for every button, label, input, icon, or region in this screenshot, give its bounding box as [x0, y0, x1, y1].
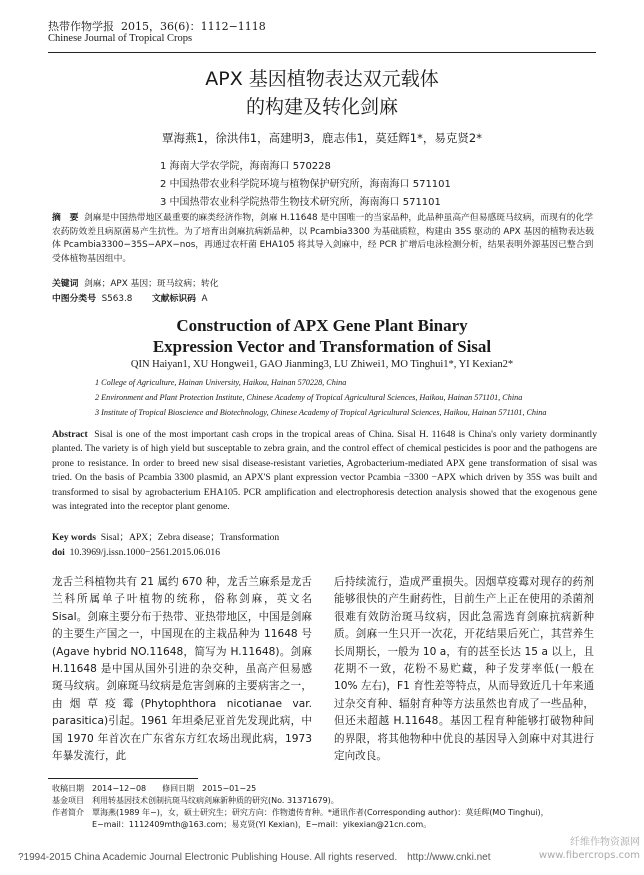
title-cn-line2: 的构建及转化剑麻	[245, 96, 398, 118]
abstract-en-label: Abstract	[52, 429, 88, 440]
keywords-en: Sisal；APX；Zebra disease；Transformation	[100, 532, 280, 543]
affiliation-en-1: 1 College of Agriculture, Hainan University, Haikou, Hainan 570228, China	[95, 378, 347, 387]
keywords-en-row	[52, 531, 597, 545]
doi-value: 10.3969/j.issn.1000−2561.2015.06.016	[69, 547, 220, 558]
doi-label: doi	[52, 547, 65, 558]
keywords-cn-label: 关键词	[52, 279, 79, 289]
abstract-en	[52, 428, 597, 514]
clc-value: S563.8	[101, 294, 133, 304]
keywords-cn-row	[52, 278, 597, 292]
keywords-cn: 剑麻；APX 基因；斑马纹病；转化	[84, 279, 219, 289]
copyright-notice: ?1994-2015 China Academic Journal Electronic Publishing House. All rights reserved. http://www.cnki.net	[18, 852, 491, 863]
affiliation-en-2: 2 Environment and Plant Protection Institute, Chinese Academy of Tropical Agricultural Sciences, Haikou, Hainan 571101, China	[95, 393, 523, 402]
title-en-line2: Expression Vector and Transformation of Sisal	[152, 337, 492, 356]
clc-label: 中图分类号	[52, 294, 96, 304]
keywords-en-label: Key words	[52, 532, 96, 543]
authors-en: QIN Haiyan1, XU Hongwei1, GAO Jianming3, LU Zhiwei1, MO Tinghui1*, YI Kexian2*	[130, 359, 514, 370]
footnote-received: 收稿日期 2014−12−08 修回日期 2015−01−25	[52, 784, 257, 793]
affiliation-en-3: 3 Institute of Tropical Bioscience and Biotechnology, Chinese Academy of Tropical Agricultural Sciences, Haikou, Hainan 571101, China	[95, 408, 547, 417]
title-cn-line1: APX 基因植物表达双元载体	[205, 68, 439, 90]
body-column-left: 龙舌兰科植物共有 21 属约 670 种，龙舌兰麻系是龙舌兰科所属单子叶植物的统称，俗称剑麻，英文名 Sisal。剑麻主要分布于热带、亚热带地区，中国是剑麻的主要生产国之一，中国现在的主栽品种为 11648 号(Agave hybrid NO.11648，简写为 H.11648)。剑麻 H.11648 是中国从国外引进的杂交种，虽高产但易感斑马纹病。剑麻斑马纹病是危害剑麻的主要病害之一，由烟草疫霉(Phytophthora nicotianae var. parasitica)引起。1961 年坦桑尼亚首先发现此病，中国 1970 年首次在广东省东方红农场出现此病，1973 年暴发流行，此	[52, 576, 312, 763]
doc-code-value: A	[201, 294, 208, 304]
journal-name-cn: 热带作物学报	[48, 20, 114, 33]
footnote-rule	[48, 778, 198, 779]
watermark: 纤维作物资源网 www.fibercrops.com	[538, 837, 640, 861]
body-column-right: 后持续流行，造成严重损失。因烟草疫霉对现存的药剂能够很快的产生耐药性，目前生产上正在使用的杀菌剂很难有效防治斑马纹病，因此急需选育剑麻抗病新种质。剑麻一生只开一次花，开花结果后死亡，其营养生长周期长，一般为 10 a，有的甚至长达 15 a 以上，且花期不一致，花粉不易贮藏，种子发芽率低(一般在 10% 左右)，F1 育性差等特点，从而导致近几十年来通过杂交育种、辐射育种等方法虽然也育成了一些品种，但还未超越 H.11648。基因工程育种能够打破物种间的界限，将其他物种中优良的基因导入剑麻中对其进行定向改良。	[334, 576, 594, 763]
header-rule	[48, 52, 596, 53]
affiliation-cn-2: 2 中国热带农业科学院环境与植物保护研究所，海南海口 571101	[160, 179, 451, 190]
title-en-line1: Construction of APX Gene Plant Binary	[176, 316, 468, 335]
affiliation-cn-3: 3 中国热带农业科学院热带生物技术研究所，海南海口 571101	[160, 197, 441, 208]
journal-header	[48, 18, 266, 34]
footnote-email: E−mail：1112409mth@163.com；易克贤(YI Kexian)，E−mail：yikexian@21cn.com。	[92, 820, 432, 829]
classification-row	[52, 293, 597, 307]
abstract-cn	[52, 212, 597, 266]
abstract-en-text: Sisal is one of the most important cash crops in the tropical areas of China. Sisal H. 11648 is China's only variety dorminantly planted. The variety is of high yield but susceptable to zebra grain, and the control effect of chemical pesticides is poor and the pathogens are prone to resistance. In order to breed new sisal disease-resistant varieties, Agrobacterium-mediated APX gene transformation of sisal was tried. On the basis of Pcambia 3300 plasmid, an APX'S plant expression vector Pcambia −3300 −APX which driven by 35S was built and transformed to sisal by agrobacterium EHA105. PCR amplification and electrophoresis detection analysis showed that the exogenous gene was integrated into the receptor plant genome.	[52, 429, 598, 513]
journal-issue: 2015，36(6)：1112−1118	[121, 20, 266, 33]
footnote-author: 作者简介 覃海燕(1989 年−)，女，硕士研究生；研究方向：作物遗传育种。*通讯作者(Corresponding author)：莫廷辉(MO Tinghui)，	[52, 808, 549, 817]
journal-name-en: Chinese Journal of Tropical Crops	[48, 33, 193, 44]
abstract-cn-text: 剑麻是中国热带地区最重要的麻类经济作物，剑麻 H.11648 是中国唯一的当家品种，此品种虽高产但易感斑马纹病，而现有的化学农药防效差且病原菌易产生抗性。为了培育出剑麻抗病新品种，以 Pcambia3300 为基础质粒，构建由 35S 驱动的 APX 基因的植物表达载体 Pcambia3300−35S−APX−nos，再通过农杆菌 EHA105 将其导入剑麻中，经 PCR 扩增后电泳检测分析，结果表明外源基因已整合到受体植物基因组中。	[52, 213, 594, 264]
doi-row	[52, 546, 597, 560]
affiliation-cn-1: 1 海南大学农学院，海南海口 570228	[160, 161, 331, 172]
authors-cn: 覃海燕1，徐洪伟1，高建明3，鹿志伟1，莫廷辉1*，易克贤2*	[162, 131, 482, 145]
abstract-cn-label: 摘 要	[52, 213, 79, 223]
doc-code-label: 文献标识码	[151, 294, 196, 304]
footnote-fund: 基金项目 利用转基因技术创制抗斑马纹病剑麻新种质的研究(No. 31371679)。	[52, 796, 339, 805]
